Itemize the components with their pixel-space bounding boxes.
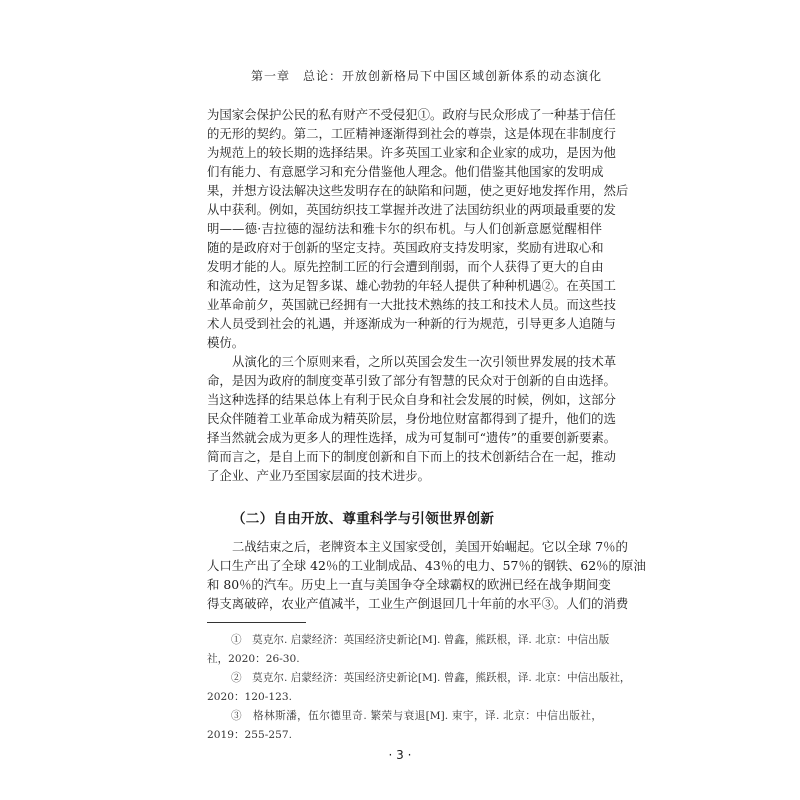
paragraph-1: [207, 105, 629, 352]
footnote-1-line: ① 莫克尔. 启蒙经济：英国经济史新论[M]. 曾鑫，熊跃根，译. 北京：中信出版: [231, 634, 610, 646]
footnote-1-line: 社，2020：26-30.: [207, 653, 300, 665]
footnote-3-line: ③ 格林斯潘，伍尔德里奇. 繁荣与衰退[M]. 束宇，译. 北京：中信出版社，: [231, 710, 602, 722]
running-header: 第一章 总论：开放创新格局下中国区域创新体系的动态演化: [250, 69, 602, 83]
page-number: · 3 ·: [388, 748, 412, 762]
text-line: 术人员受到社会的礼遇，并逐渐成为一种新的行为规范，引导更多人追随与: [207, 316, 616, 331]
footnote-divider: [207, 622, 306, 623]
text-line: 业革命前夕，英国就已经拥有一大批技术熟练的技工和技术人员。而这些技: [207, 297, 616, 312]
text-line: 明——德·吉拉德的湿纺法和雅卡尔的织布机。与人们创新意愿觉醒相伴: [207, 221, 602, 236]
text-line: 当这种选择的结果总体上有利于民众自身和社会发展的时候，例如，这部分: [207, 392, 616, 407]
paragraph-3: [207, 537, 646, 613]
section-heading: （二）自由开放、尊重科学与引领世界创新: [232, 511, 495, 527]
text-line: 和 80％的汽车。历史上一直与美国争夺全球霸权的欧洲已经在战争期间变: [207, 577, 611, 592]
text-line: 了企业、产业乃至国家层面的技术进步。: [207, 468, 431, 483]
text-line: 择当然就会成为更多人的理性选择，成为可复制可“遗传”的重要创新要素。: [207, 430, 617, 445]
text-line: 模仿。: [207, 335, 245, 350]
text-line: 命，是因为政府的制度变革引致了部分有智慧的民众对于创新的自由选择。: [207, 373, 616, 388]
text-line: 简而言之，是自上而下的制度创新和自下而上的技术创新结合在一起，推动: [207, 449, 616, 464]
text-line: 得支离破碎，农业产值减半，工业生产倒退回几十年前的水平③。人们的消费: [207, 596, 629, 611]
text-line: 从中获利。例如，英国纺织技工掌握并改进了法国纺织业的两项最重要的发: [207, 202, 616, 217]
footnotes: [207, 631, 631, 745]
paragraph-2: [207, 352, 617, 485]
text-line: 从演化的三个原则来看，之所以英国会发生一次引领世界发展的技术革: [232, 354, 617, 369]
text-line: 果，并想方设法解决这些发明存在的缺陷和问题，使之更好地发挥作用，然后: [207, 183, 629, 198]
text-line: 随的是政府对于创新的坚定支持。英国政府支持发明家，奖励有进取心和: [207, 240, 604, 255]
text-line: 民众伴随着工业革命成为精英阶层，身份地位财富都得到了提升，他们的选: [207, 411, 616, 426]
footnote-3-line: 2019：255-257.: [207, 729, 292, 741]
text-line: 二战结束之后，老牌资本主义国家受创，美国开始崛起。它以全球 7％的: [232, 539, 628, 554]
text-line: 和流动性，这为足智多谋、雄心勃勃的年轻人提供了种种机遇②。在英国工: [207, 278, 616, 293]
text-line: 发明才能的人。原先控制工匠的行会遭到削弱，而个人获得了更大的自由: [207, 259, 604, 274]
text-line: 的无形的契约。第二，工匠精神逐渐得到社会的尊崇，这是体现在非制度行: [207, 126, 616, 141]
footnote-2-line: 2020：120-123.: [207, 691, 292, 703]
text-line: 为规范上的较长期的选择结果。许多英国工业家和企业家的成功，是因为他: [207, 145, 616, 160]
text-line: 为国家会保护公民的私有财产不受侵犯①。政府与民众形成了一种基于信任: [207, 107, 616, 122]
footnote-2-line: ② 莫克尔. 启蒙经济：英国经济史新论[M]. 曾鑫，熊跃根，译. 北京：中信出版社，: [231, 672, 631, 684]
text-line: 人口生产出了全球 42％的工业制成品、43％的电力、57％的钢铁、62％的原油: [207, 558, 646, 573]
text-line: 们有能力、有意愿学习和充分借鉴他人理念。他们借鉴其他国家的发明成: [207, 164, 604, 179]
